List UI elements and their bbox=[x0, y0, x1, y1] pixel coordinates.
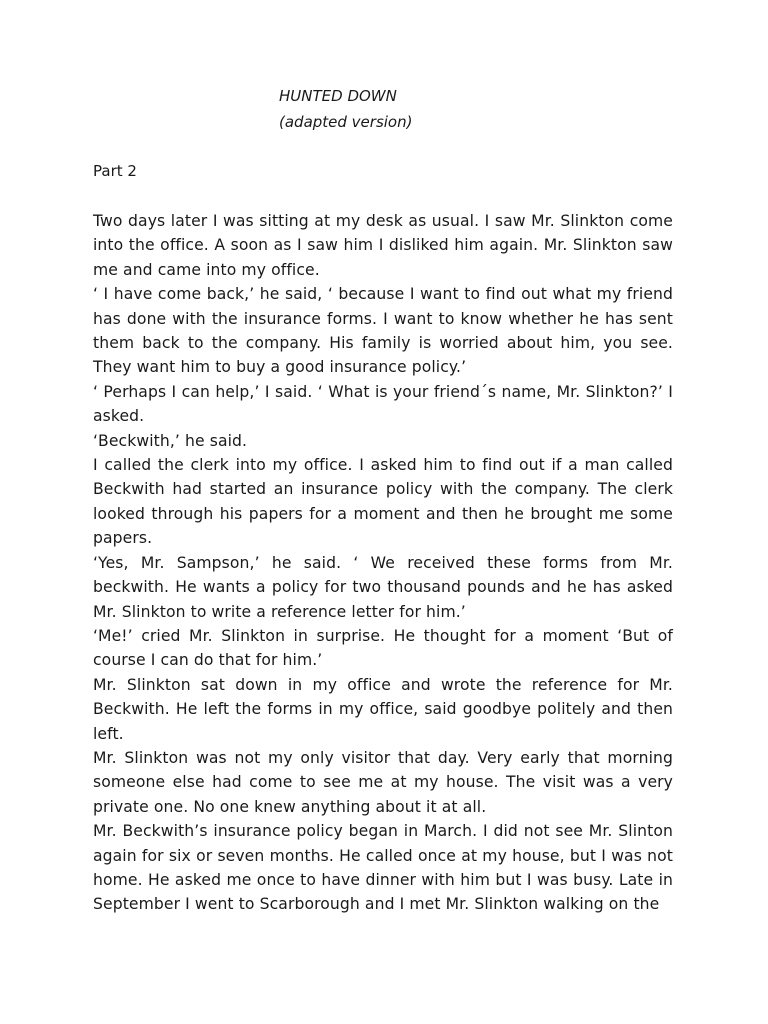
document-title: HUNTED DOWN bbox=[279, 87, 397, 105]
paragraph: ‘ I have come back,’ he said, ‘ because I want to find out what my friend has done with the insurance forms. I want to know whether he has sent them back to the company. His family is worried about him, you see. They want him to buy a good insurance policy.’ bbox=[93, 285, 673, 377]
part-heading: Part 2 bbox=[93, 162, 137, 180]
paragraph: I called the clerk into my office. I asked him to find out if a man called Beckwith had started an insurance policy with the company. The clerk looked through his papers for a moment and then he brought me some papers. bbox=[93, 456, 673, 548]
paragraph: Mr. Slinkton sat down in my office and wrote the reference for Mr. Beckwith. He left the forms in my office, said goodbye politely and then left. bbox=[93, 675, 673, 743]
paragraph: ‘Yes, Mr. Sampson,’ he said. ‘ We received these forms from Mr. beckwith. He wants a policy for two thousand pounds and he has asked Mr. Slinkton to write a reference letter for him.’ bbox=[93, 553, 673, 621]
paragraph: ‘ Perhaps I can help,’ I said. ‘ What is your friend´s name, Mr. Slinkton?’ I asked. bbox=[93, 382, 673, 426]
paragraph: ‘Me!’ cried Mr. Slinkton in surprise. He thought for a moment ‘But of course I can do that for him.’ bbox=[93, 626, 673, 670]
document-subtitle: (adapted version) bbox=[279, 113, 413, 131]
paragraph: Mr. Beckwith’s insurance policy began in March. I did not see Mr. Slinton again for six or seven months. He called once at my house, but I was not home. He asked me once to have dinner with him but I was busy. Late in September I went to Scarborough and I met Mr. Slinkton walking on the bbox=[93, 822, 673, 914]
paragraph: Mr. Slinkton was not my only visitor that day. Very early that morning someone else had come to see me at my house. The visit was a very private one. No one knew anything about it at all. bbox=[93, 748, 673, 816]
paragraph: Two days later I was sitting at my desk as usual. I saw Mr. Slinkton come into the office. A soon as I saw him I disliked him again. Mr. Slinkton saw me and came into my office. bbox=[93, 212, 673, 279]
body-text bbox=[93, 209, 673, 917]
paragraph: ‘Beckwith,’ he said. bbox=[93, 431, 248, 450]
